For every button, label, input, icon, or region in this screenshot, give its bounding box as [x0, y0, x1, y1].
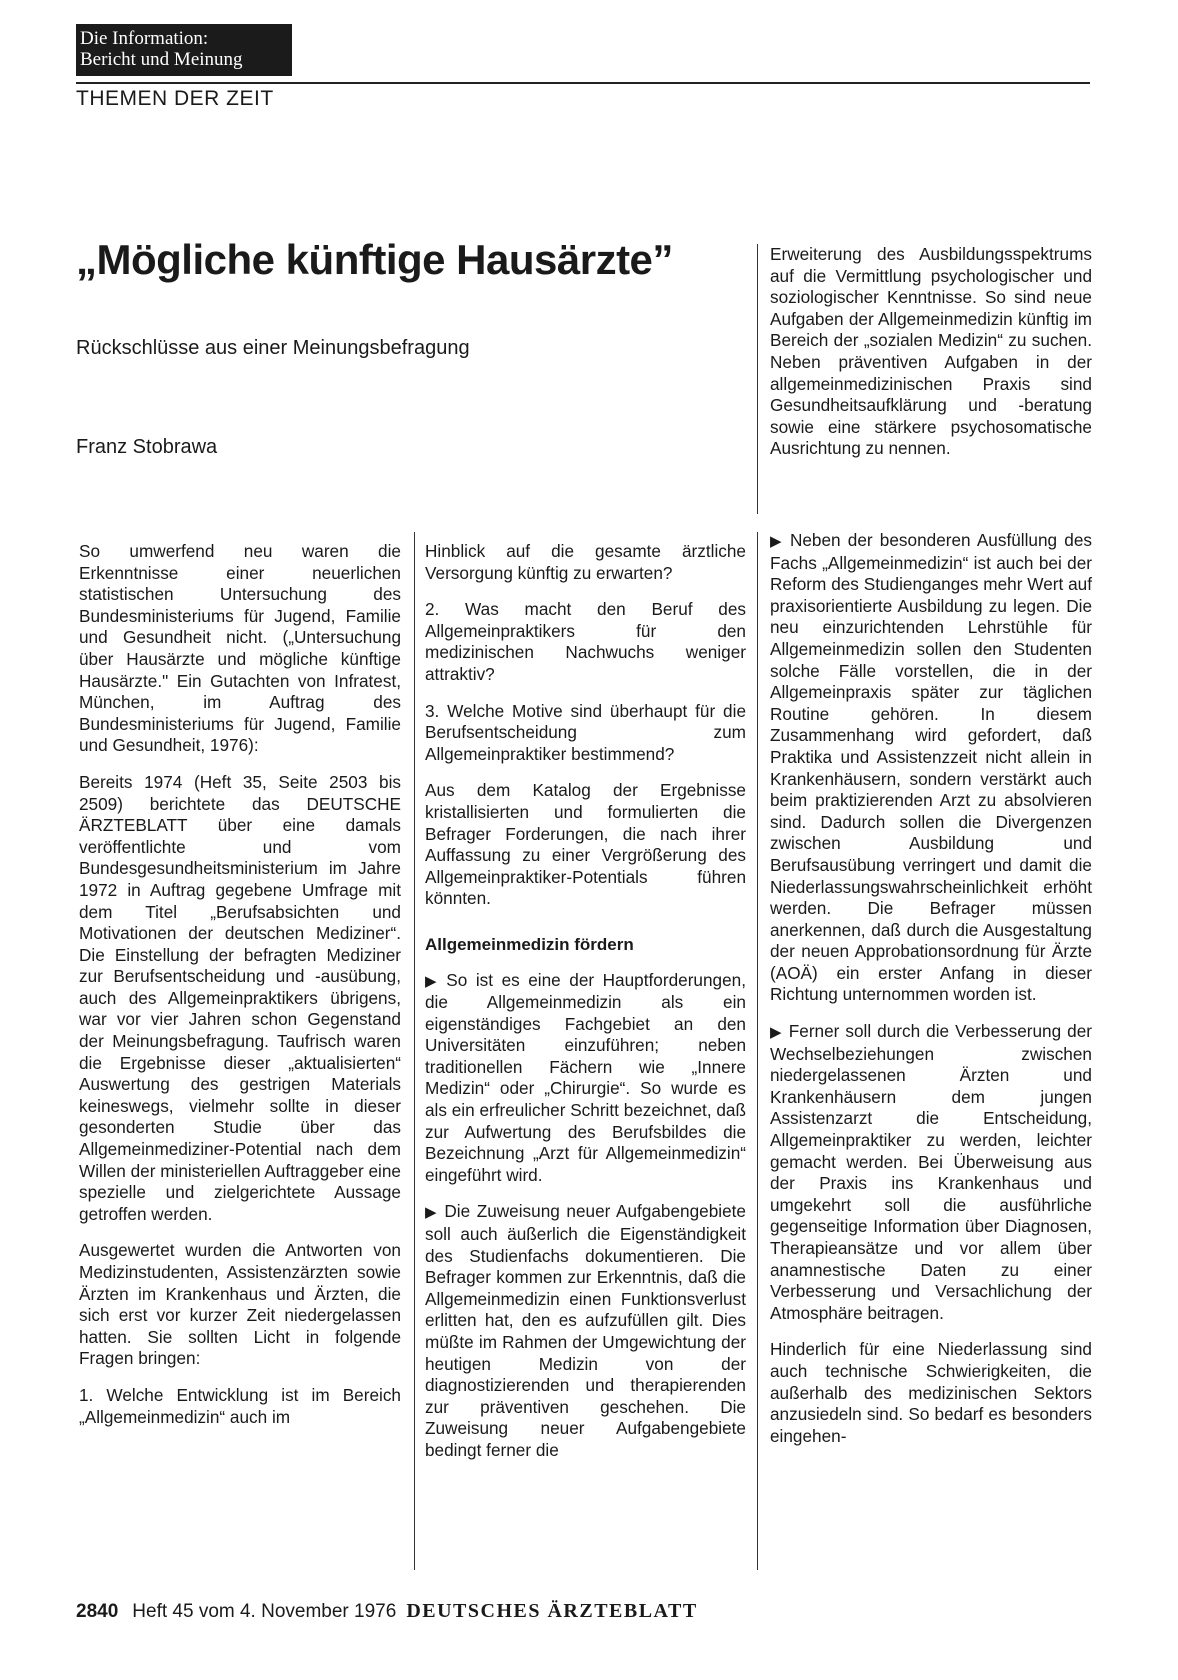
column-divider — [414, 532, 415, 1570]
arrow-bullet-icon: ▶ — [425, 972, 441, 990]
arrow-bullet-icon: ▶ — [770, 533, 784, 550]
paragraph-text: Neben der besonderen Ausfüllung des Fachs „Allgemeinmedizin“ ist auch bei der Reform des Studienganges mehr Wert auf praxisorientierte Ausbildung zu legen. Die neu einzurichtenden Lehrstühle für Allgemeinmedizin sollen den Studenten solche Fälle vorstellen, die in der Allgemeinpraxis später zur täglichen Routine gehören. In diesem Zusammenhang wird gefordert, daß Praktika und Assistenzzeit nicht allein in Krankenhäusern, sondern verstärkt auch beim praktizierenden Arzt zu absolvieren sind. Dadurch sollen die Divergenzen zwischen Ausbildung und Berufsausübung verringert und damit die Niederlassungswahrscheinlichkeit erhöht werden. Die Befrager müssen anerkennen, daß durch die Ausgestaltung der neuen Approbationsordnung für Ärzte (AOÄ) ein erster Anfang in dieser Richtung unternommen worden ist. — [770, 530, 1092, 1005]
article-title: „Mögliche künftige Hausärzte” — [76, 236, 673, 283]
paragraph: Erweiterung des Ausbildungsspektrums auf die Vermittlung psychologischer und soziologischer Kenntnisse. So sind neue Aufgaben der Allgemeinmedizin künftig im Bereich der „sozialen Medizin“ zu suchen. Neben präventiven Aufgaben in der allgemeinmedizinischen Praxis sind Gesundheitsaufklärung und -beratung sowie eine stärkere psychosomatische Ausrichtung zu nennen. — [770, 244, 1092, 459]
column-2 — [425, 541, 746, 1462]
paragraph: Hinblick auf die gesamte ärztliche Versorgung künftig zu erwarten? — [425, 541, 746, 583]
arrow-bullet-icon: ▶ — [425, 1204, 439, 1222]
paragraph-text: So ist es eine der Hauptforderungen, die Allgemeinmedizin als ein eigenständiges Fachgebiet an den Universitäten einzuführen; neben traditionellen Fächern wie „Innere Medizin“ oder „Chirurgie“. So wurde es als ein erfreulicher Schritt bezeichnet, daß zur Aufwertung des Berufsbildes die Bezeichnung „Arzt für Allgemeinmedizin“ eingeführt wird. — [425, 969, 746, 1185]
paragraph: 1. Welche Entwicklung ist im Bereich „Allgemeinmedizin“ auch im — [79, 1384, 401, 1427]
paragraph: Ausgewertet wurden die Antworten von Medizinstudenten, Assistenzärzten sowie Ärzten im Krankenhaus und Ärzten, die sich erst vor kurzer Zeit niedergelassen hatten. Sie sollten Licht in folgende Fragen bringen: — [79, 1240, 401, 1369]
paragraph: Bereits 1974 (Heft 35, Seite 2503 bis 2509) berichtete das DEUTSCHE ÄRZTEBLATT über eine damals veröffentlichte und vom Bundesgesundheitsministerium im Jahre 1972 in Auftrag gegebene Umfrage mit dem Titel „Berufsabsichten und Motivationen der deutschen Mediziner“. Die Einstellung der befragten Mediziner zur Berufsentscheidung und -ausübung, auch des Allgemeinpraktikers übrigens, war vor vier Jahren schon Gegenstand der Meinungsbefragung. Taufrisch waren die Ergebnisse dieser „aktualisierten“ Auswertung des gestrigen Materials keineswegs, vielmehr sollte in dieser gesonderten Studie über das Allgemeinmediziner-Potential nach dem Willen der ministeriellen Auftraggeber eine spezielle und zielgerichtete Aussage getroffen werden. — [79, 771, 401, 1224]
subheading: Allgemeinmedizin fördern — [425, 934, 634, 954]
section-label-line2: Bericht und Meinung — [80, 49, 243, 70]
issue-info: Heft 45 vom 4. November 1976 — [132, 1601, 397, 1622]
section-label-line1: Die Information: — [80, 28, 209, 49]
page-number: 2840 — [76, 1601, 119, 1622]
paragraph: Aus dem Katalog der Ergebnisse kristallisierten und formulierten die Befrager Forderungen, die nach ihrer Auffassung zu einer Vergrößerung des Allgemeinpraktiker-Potentials führen könnten. — [425, 780, 746, 909]
page-footer — [76, 1600, 698, 1623]
bullet-paragraph — [425, 1201, 746, 1461]
top-rule — [76, 82, 1090, 84]
arrow-bullet-icon: ▶ — [770, 1024, 783, 1042]
bullet-paragraph — [770, 530, 1092, 1006]
paragraph: 2. Was macht den Beruf des Allgemeinpraktikers für den medizinischen Nachwuchs weniger attraktiv? — [425, 599, 746, 684]
paragraph-text: Ferner soll durch die Verbesserung der Wechselbeziehungen zwischen niedergelassenen Ärzten und Krankenhäusern dem jungen Assistenzarzt die Entscheidung, Allgemeinpraktiker zu werden, leichter gemacht werden. Bei Überweisung aus der Praxis ins Krankenhaus und umgekehrt soll die ausführliche gegenseitige Information über Diagnosen, Therapieansätze und vor allem über anamnestische Daten zu einer Verbesserung und Versachlichung der Atmosphäre beitragen. — [770, 1021, 1092, 1323]
column-3-lower — [770, 530, 1092, 1447]
column-divider — [757, 532, 758, 1570]
paragraph: Hinderlich für eine Niederlassung sind auch technische Schwierigkeiten, die außerhalb des medizinischen Sektors anzusiedeln sind. So bedarf es besonders eingehen- — [770, 1339, 1092, 1446]
column-divider — [757, 244, 758, 514]
column-3 — [770, 244, 1092, 460]
article-subtitle: Rückschlüsse aus einer Meinungsbefragung — [76, 337, 470, 359]
section-label — [76, 24, 292, 76]
section-heading: THEMEN DER ZEIT — [76, 87, 274, 110]
bullet-paragraph — [425, 970, 746, 1187]
bullet-paragraph — [770, 1021, 1092, 1324]
article-author: Franz Stobrawa — [76, 436, 218, 458]
paragraph: 3. Welche Motive sind überhaupt für die Berufsentscheidung zum Allgemeinpraktiker bestimmend? — [425, 700, 746, 764]
column-1 — [79, 541, 401, 1428]
paragraph-text: Die Zuweisung neuer Aufgabengebiete soll auch äußerlich die Eigenständigkeit des Studienfachs dokumentieren. Die Befrager kommen zur Erkenntnis, daß die Allgemeinmedizin einen Funktionsverlust erlitten hat, den es aufzufüllen gilt. Dies müßte im Rahmen der Umgewichtung der heutigen Medizin von der diagnostizierenden und therapierenden zur präventiven geschehen. Die Zuweisung neuer Aufgabengebiete bedingt ferner die — [425, 1201, 746, 1460]
journal-name: DEUTSCHES ÄRZTEBLATT — [406, 1600, 698, 1622]
paragraph: So umwerfend neu waren die Erkenntnisse einer neuerlichen statistischen Untersuchung des Bundesministeriums für Jugend, Familie und Gesundheit nicht. („Untersuchung über Hausärzte und mögliche künftige Hausärzte." Ein Gutachten von Infratest, München, im Auftrag des Bundesministeriums für Jugend, Familie und Gesundheit, 1976): — [79, 541, 401, 756]
